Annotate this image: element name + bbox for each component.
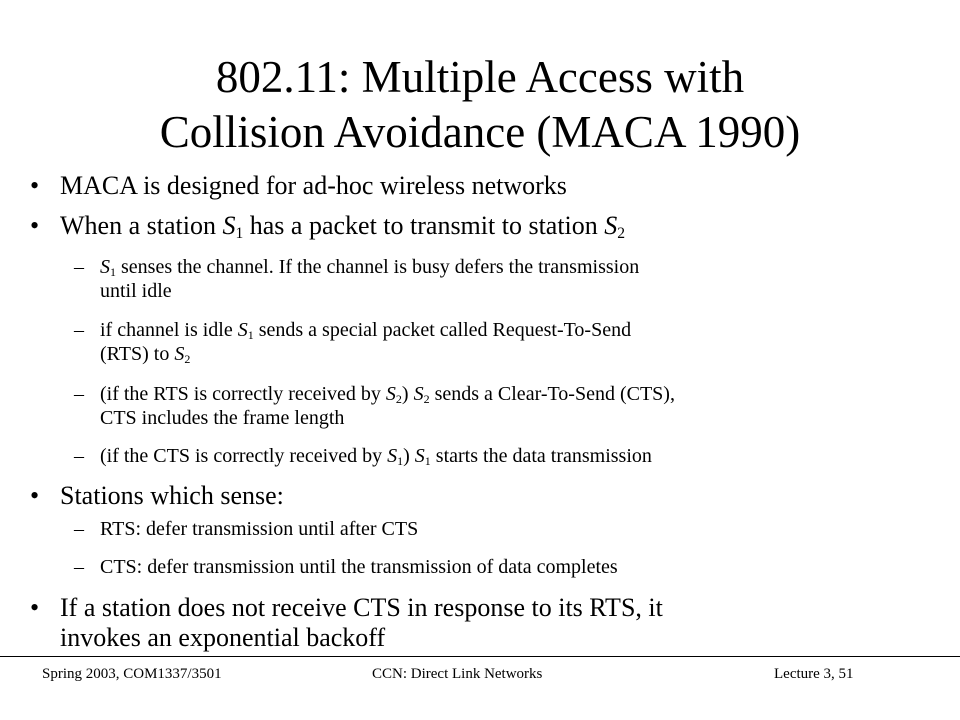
dash-marker: – bbox=[74, 518, 84, 540]
bullet-text: If a station does not receive CTS in response to its RTS, it invokes an exponential backoff bbox=[60, 593, 663, 652]
bullet-text: When a station $S_1$ has a packet to transmit to station $S_2$ bbox=[60, 211, 626, 242]
sub-bullet-text: if channel is idle $S_1$ sends a special packet called Request-To-Send (RTS) to $S_2$ bbox=[100, 319, 632, 366]
footer-topic: CCN: Direct Link Networks bbox=[372, 666, 543, 682]
dash-marker: – bbox=[74, 445, 84, 467]
sub-bullet-text: $S_1$ senses the channel. If the channel is busy defers the transmission until idle bbox=[100, 256, 640, 302]
bullet-text: MACA is designed for ad-hoc wireless networks bbox=[60, 171, 567, 200]
dash-marker: – bbox=[74, 556, 84, 578]
bullet-marker: • bbox=[30, 211, 40, 240]
bullet-marker: • bbox=[30, 481, 40, 510]
bullet-marker: • bbox=[30, 593, 40, 622]
sub-bullet-text: (if the CTS is correctly received by $S_1$) $S_1$ starts the data transmission bbox=[100, 445, 652, 468]
sub-bullet-text: CTS: defer transmission until the transmission of data completes bbox=[100, 556, 618, 578]
bullet-text: Stations which sense: bbox=[60, 481, 284, 510]
slide-title-line-1: 802.11: Multiple Access with bbox=[215, 52, 745, 102]
sub-bullet-text: (if the RTS is correctly received by $S_2$) $S_2$ sends a Clear-To-Send (CTS), CTS includes the frame length bbox=[100, 383, 675, 429]
footer-lecture-number: Lecture 3, 51 bbox=[774, 666, 854, 682]
dash-marker: – bbox=[74, 383, 84, 405]
dash-marker: – bbox=[74, 319, 84, 341]
sub-bullet-text: RTS: defer transmission until after CTS bbox=[100, 518, 419, 540]
bullet-marker: • bbox=[30, 171, 40, 200]
footer-course: Spring 2003, COM1337/3501 bbox=[42, 666, 222, 682]
dash-marker: – bbox=[74, 256, 84, 278]
slide-title-line-2: Collision Avoidance (MACA 1990) bbox=[159, 107, 801, 157]
footer-divider bbox=[0, 656, 960, 657]
